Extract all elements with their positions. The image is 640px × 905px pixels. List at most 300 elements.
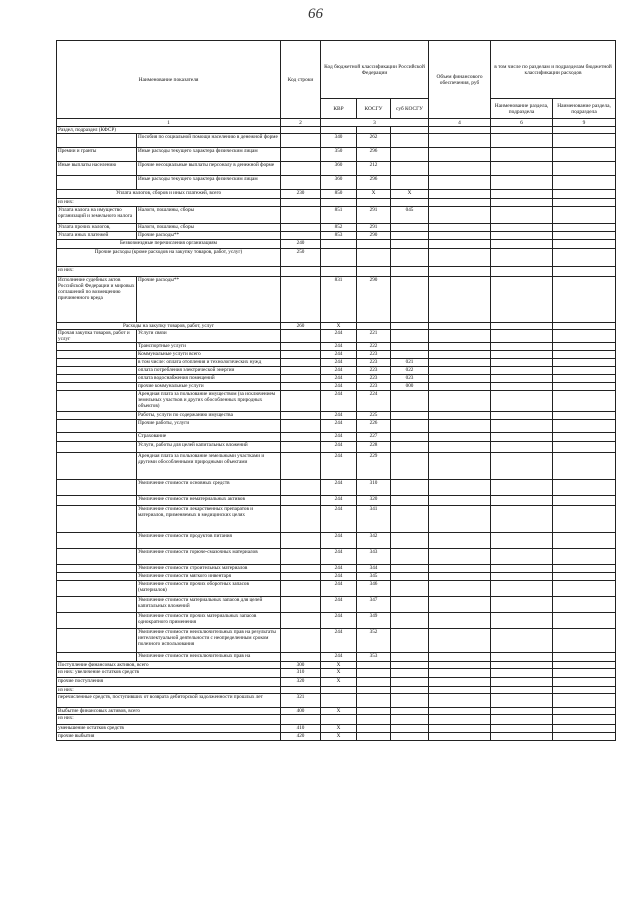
cell-empty — [429, 323, 491, 330]
cell-empty — [553, 420, 616, 433]
cell-code — [281, 613, 321, 629]
cell-kosgu: 342 — [357, 533, 391, 549]
cell-kosgu: 212 — [357, 162, 391, 176]
cell-code — [281, 453, 321, 480]
cell-empty — [429, 533, 491, 549]
cell-a: Уплата иных платежей — [57, 232, 137, 240]
cell-b: Работы, услуги по содержанию имущества — [137, 412, 281, 420]
cell-b: Услуги, работы для целей капитальных вложений — [137, 442, 281, 453]
cell-kosgu: 353 — [357, 653, 391, 662]
cell-empty — [429, 359, 491, 367]
cell-empty — [553, 480, 616, 496]
cell-empty — [491, 323, 553, 330]
cell-sub: 021 — [391, 359, 429, 367]
cell-sub — [391, 549, 429, 565]
cell-a — [57, 597, 137, 613]
cell-kosgu: 223 — [357, 351, 391, 359]
cell-b: оплата потребления электрической энергии — [137, 367, 281, 375]
cell-a — [57, 480, 137, 496]
cell-kvr: 244 — [321, 433, 357, 442]
cell-a: прочие выбытия — [57, 733, 281, 741]
cell-sub — [391, 725, 429, 733]
table-body — [57, 127, 616, 741]
cell-sub — [391, 442, 429, 453]
cell-code — [281, 412, 321, 420]
cell-sub — [391, 678, 429, 687]
cell-a: Исполнение судебных актов Российской Федерации и мировых соглашений по возмещению причиненного вреда — [57, 277, 137, 323]
col-num-6: 6 — [491, 119, 553, 127]
header-section-name: Наименование раздела, подраздела — [491, 99, 553, 119]
cell-b: Увеличение стоимости горюче-смазочных материалов — [137, 549, 281, 565]
cell-kvr: 244 — [321, 412, 357, 420]
cell-kosgu: 341 — [357, 506, 391, 533]
table-row — [57, 412, 616, 420]
cell-kvr: 244 — [321, 613, 357, 629]
cell-a: Поступление финансовых активов, всего — [57, 662, 281, 669]
cell-empty — [491, 662, 553, 669]
col-num-1: 1 — [57, 119, 281, 127]
cell-kvr — [321, 127, 357, 134]
cell-empty — [553, 323, 616, 330]
table-row — [57, 190, 616, 199]
cell-empty — [491, 442, 553, 453]
cell-kvr: 850 — [321, 190, 357, 199]
table-row — [57, 224, 616, 232]
cell-empty — [491, 207, 553, 224]
cell-kosgu: 296 — [357, 176, 391, 190]
cell-b: Увеличение стоимости неисключительных прав на результаты интеллектуальной деятельности с неопределенным сроком полезного использования — [137, 629, 281, 653]
cell-empty — [553, 533, 616, 549]
cell-code: 320 — [281, 678, 321, 687]
table-row — [57, 199, 616, 207]
cell-b: Иные расходы текущего характера физическим лицам — [137, 176, 281, 190]
cell-b: Увеличение стоимости основных средств — [137, 480, 281, 496]
cell-a — [57, 343, 137, 351]
cell-empty — [553, 176, 616, 190]
cell-empty — [553, 506, 616, 533]
cell-sub — [391, 733, 429, 741]
cell-code: 230 — [281, 190, 321, 199]
cell-kosgu — [357, 249, 391, 267]
cell-sub — [391, 613, 429, 629]
cell-kosgu: X — [357, 190, 391, 199]
table-row — [57, 662, 616, 669]
cell-empty — [429, 343, 491, 351]
col-num-9: 9 — [553, 119, 616, 127]
table-row — [57, 715, 616, 725]
table-row — [57, 343, 616, 351]
table-row — [57, 573, 616, 581]
cell-sub — [391, 533, 429, 549]
cell-a — [57, 351, 137, 359]
cell-empty — [491, 375, 553, 383]
header-line-code: Код строки — [281, 41, 321, 119]
cell-sub: 022 — [391, 367, 429, 375]
table-row — [57, 496, 616, 506]
cell-empty — [429, 496, 491, 506]
cell-empty — [429, 367, 491, 375]
cell-b: Увеличение стоимости материальных запасов для целей капитальных вложений — [137, 597, 281, 613]
cell-code — [281, 148, 321, 162]
cell-kosgu: 343 — [357, 549, 391, 565]
cell-empty — [491, 232, 553, 240]
cell-empty — [429, 581, 491, 597]
cell-b: Страхование — [137, 433, 281, 442]
cell-code — [281, 224, 321, 232]
cell-empty — [429, 162, 491, 176]
cell-sub — [391, 176, 429, 190]
cell-b: оплата водоснабжения помещений — [137, 375, 281, 383]
cell-a: из них: — [57, 267, 281, 277]
cell-code — [281, 367, 321, 375]
table-row — [57, 733, 616, 741]
cell-kosgu: 229 — [357, 453, 391, 480]
cell-kvr: 244 — [321, 359, 357, 367]
cell-code — [281, 343, 321, 351]
table-row — [57, 207, 616, 224]
cell-kvr: X — [321, 725, 357, 733]
cell-sub: 023 — [391, 375, 429, 383]
cell-empty — [429, 383, 491, 391]
cell-empty — [491, 383, 553, 391]
cell-empty — [429, 240, 491, 249]
cell-kvr: 350 — [321, 148, 357, 162]
cell-empty — [429, 249, 491, 267]
cell-empty — [553, 351, 616, 359]
header-volume: Объем финансового обеспечения, руб — [429, 41, 491, 119]
cell-a — [57, 359, 137, 367]
cell-code — [281, 533, 321, 549]
cell-kvr: 851 — [321, 207, 357, 224]
cell-code: 300 — [281, 662, 321, 669]
cell-kvr — [321, 240, 357, 249]
cell-kosgu — [357, 733, 391, 741]
table-row — [57, 725, 616, 733]
cell-kosgu — [357, 678, 391, 687]
cell-empty — [429, 708, 491, 715]
cell-kvr: X — [321, 678, 357, 687]
cell-kosgu — [357, 199, 391, 207]
table-row — [57, 597, 616, 613]
header-name: Наименование показателя — [57, 41, 281, 119]
cell-empty — [553, 708, 616, 715]
cell-b: Прочие расходы** — [137, 232, 281, 240]
cell-a — [57, 581, 137, 597]
cell-a: из них: — [57, 715, 281, 725]
cell-empty — [429, 412, 491, 420]
cell-a: Уплата прочих налогов, — [57, 224, 137, 232]
table-row — [57, 653, 616, 662]
cell-kvr: 244 — [321, 453, 357, 480]
cell-b: Прочие расходы** — [137, 277, 281, 323]
cell-b: Арендная плата за пользование земельными участками и другими обособленными природными объектами — [137, 453, 281, 480]
cell-b: Услуги связи — [137, 330, 281, 343]
cell-sub — [391, 240, 429, 249]
cell-empty — [491, 249, 553, 267]
cell-empty — [429, 224, 491, 232]
cell-empty — [491, 367, 553, 375]
cell-empty — [429, 506, 491, 533]
cell-kvr: 244 — [321, 391, 357, 412]
cell-empty — [553, 581, 616, 597]
cell-code — [281, 715, 321, 725]
cell-code: 310 — [281, 669, 321, 678]
cell-kvr: 244 — [321, 343, 357, 351]
cell-empty — [491, 480, 553, 496]
cell-code — [281, 480, 321, 496]
cell-code — [281, 496, 321, 506]
cell-empty — [429, 715, 491, 725]
cell-code — [281, 127, 321, 134]
cell-a: уменьшение остатков средств — [57, 725, 281, 733]
cell-kvr: 852 — [321, 224, 357, 232]
cell-kosgu: 344 — [357, 565, 391, 573]
cell-b: Прочие несоциальные выплаты персоналу в денежной форме — [137, 162, 281, 176]
cell-empty — [429, 277, 491, 323]
cell-kvr: 360 — [321, 162, 357, 176]
header-budget-code: Код бюджетной классификации Российской Федерации — [321, 41, 429, 99]
cell-kvr — [321, 199, 357, 207]
cell-kvr: 244 — [321, 581, 357, 597]
cell-a — [57, 383, 137, 391]
cell-code — [281, 629, 321, 653]
cell-empty — [491, 597, 553, 613]
cell-empty — [491, 343, 553, 351]
cell-empty — [491, 565, 553, 573]
cell-empty — [429, 733, 491, 741]
cell-empty — [429, 687, 491, 694]
cell-empty — [429, 597, 491, 613]
cell-empty — [491, 613, 553, 629]
cell-b: Увеличение стоимости неисключительных прав на — [137, 653, 281, 662]
table-row — [57, 267, 616, 277]
col-num-3: 3 — [321, 119, 429, 127]
cell-empty — [491, 134, 553, 148]
cell-kvr — [321, 694, 357, 708]
cell-empty — [491, 687, 553, 694]
cell-kvr: 244 — [321, 420, 357, 433]
cell-empty — [491, 733, 553, 741]
cell-kosgu — [357, 694, 391, 708]
cell-a: Уплата налогов, сборов и иных платежей, всего — [57, 190, 281, 199]
cell-a — [57, 496, 137, 506]
cell-empty — [553, 597, 616, 613]
table-row — [57, 240, 616, 249]
cell-kvr — [321, 687, 357, 694]
cell-b: Транспортные услуги — [137, 343, 281, 351]
cell-empty — [553, 694, 616, 708]
cell-sub — [391, 277, 429, 323]
cell-empty — [491, 496, 553, 506]
cell-empty — [553, 267, 616, 277]
cell-empty — [429, 669, 491, 678]
cell-sub — [391, 420, 429, 433]
cell-b: Прочие работы, услуги — [137, 420, 281, 433]
table-row — [57, 506, 616, 533]
cell-a: перечисленные средств, поступивших от возврата дебиторской задолженности прошлых лет — [57, 694, 281, 708]
cell-empty — [491, 433, 553, 442]
cell-a — [57, 176, 137, 190]
cell-b: Налоги, пошлины, сборы — [137, 207, 281, 224]
cell-a: Безвозмездные перечисления организациям — [57, 240, 281, 249]
cell-kvr — [321, 249, 357, 267]
cell-empty — [429, 629, 491, 653]
cell-kosgu: 291 — [357, 207, 391, 224]
cell-empty — [553, 442, 616, 453]
cell-kosgu — [357, 662, 391, 669]
cell-sub — [391, 330, 429, 343]
cell-empty — [429, 391, 491, 412]
cell-empty — [491, 573, 553, 581]
cell-a — [57, 420, 137, 433]
cell-kvr: 244 — [321, 533, 357, 549]
cell-sub — [391, 662, 429, 669]
cell-kvr: 244 — [321, 383, 357, 391]
cell-sub — [391, 199, 429, 207]
cell-empty — [553, 330, 616, 343]
cell-empty — [429, 442, 491, 453]
cell-kvr: 244 — [321, 367, 357, 375]
cell-a: Иные выплаты населению — [57, 162, 137, 176]
cell-kvr: 244 — [321, 351, 357, 359]
cell-empty — [429, 351, 491, 359]
cell-empty — [553, 359, 616, 367]
cell-empty — [553, 240, 616, 249]
cell-kvr — [321, 267, 357, 277]
table-row — [57, 323, 616, 330]
table-row — [57, 565, 616, 573]
cell-empty — [429, 565, 491, 573]
cell-b: Коммунальные услуги всего — [137, 351, 281, 359]
cell-code — [281, 506, 321, 533]
header-kvr: КВР — [321, 99, 357, 119]
budget-form-table — [56, 40, 616, 741]
cell-empty — [429, 453, 491, 480]
cell-code — [281, 330, 321, 343]
cell-empty — [553, 190, 616, 199]
table-row — [57, 134, 616, 148]
cell-b: Увеличение стоимости нематериальных активов — [137, 496, 281, 506]
cell-code — [281, 581, 321, 597]
cell-kosgu: 352 — [357, 629, 391, 653]
cell-b: Увеличение стоимости прочих материальных запасов однократного применения — [137, 613, 281, 629]
cell-empty — [491, 199, 553, 207]
cell-empty — [491, 224, 553, 232]
cell-kvr: X — [321, 662, 357, 669]
cell-empty — [491, 240, 553, 249]
table-row — [57, 330, 616, 343]
cell-sub — [391, 480, 429, 496]
cell-a: Уплата налога на имущество организаций и земельного налога — [57, 207, 137, 224]
cell-sub — [391, 323, 429, 330]
cell-empty — [491, 391, 553, 412]
cell-sub — [391, 565, 429, 573]
cell-code — [281, 351, 321, 359]
cell-empty — [553, 725, 616, 733]
table-row — [57, 613, 616, 629]
cell-empty — [553, 733, 616, 741]
cell-empty — [553, 232, 616, 240]
cell-sub — [391, 694, 429, 708]
cell-kvr: 244 — [321, 375, 357, 383]
cell-kosgu — [357, 240, 391, 249]
cell-sub — [391, 506, 429, 533]
table-row — [57, 420, 616, 433]
cell-kosgu: 320 — [357, 496, 391, 506]
cell-code — [281, 134, 321, 148]
cell-code — [281, 277, 321, 323]
cell-empty — [553, 134, 616, 148]
table-row — [57, 391, 616, 412]
cell-empty — [491, 715, 553, 725]
cell-kosgu: 310 — [357, 480, 391, 496]
cell-kvr: X — [321, 733, 357, 741]
cell-empty — [491, 359, 553, 367]
cell-empty — [553, 412, 616, 420]
cell-empty — [491, 127, 553, 134]
cell-kosgu: 349 — [357, 613, 391, 629]
cell-a: из них: увеличение остатков средств — [57, 669, 281, 678]
cell-b: Увеличение стоимости продуктов питания — [137, 533, 281, 549]
cell-sub — [391, 708, 429, 715]
cell-empty — [553, 653, 616, 662]
table-row — [57, 629, 616, 653]
cell-empty — [429, 573, 491, 581]
cell-code — [281, 207, 321, 224]
cell-kvr: X — [321, 708, 357, 715]
cell-a — [57, 549, 137, 565]
cell-empty — [491, 453, 553, 480]
cell-kosgu — [357, 127, 391, 134]
cell-empty — [429, 207, 491, 224]
cell-empty — [553, 127, 616, 134]
header-section-name-2: Наименование раздела, подраздела — [553, 99, 616, 119]
cell-empty — [429, 549, 491, 565]
cell-a — [57, 412, 137, 420]
cell-sub — [391, 249, 429, 267]
cell-b: Иные расходы текущего характера физическим лицам — [137, 148, 281, 162]
cell-kosgu — [357, 715, 391, 725]
cell-empty — [491, 669, 553, 678]
header-sub-kosgu: суб КОСГУ — [391, 99, 429, 119]
table-row — [57, 367, 616, 375]
cell-code — [281, 359, 321, 367]
cell-a: из них: — [57, 199, 281, 207]
cell-empty — [553, 669, 616, 678]
cell-empty — [429, 176, 491, 190]
cell-a: Расходы на закупку товаров, работ, услуг — [57, 323, 281, 330]
cell-kosgu: 346 — [357, 581, 391, 597]
cell-code — [281, 391, 321, 412]
cell-code: 240 — [281, 240, 321, 249]
cell-empty — [429, 148, 491, 162]
cell-empty — [491, 190, 553, 199]
cell-b: Увеличение стоимости прочих оборотных запасов (материалов) — [137, 581, 281, 597]
cell-a — [57, 613, 137, 629]
cell-empty — [491, 581, 553, 597]
cell-code: 250 — [281, 249, 321, 267]
cell-a: Выбытие финансовых активов, всего — [57, 708, 281, 715]
cell-a — [57, 433, 137, 442]
table-row — [57, 359, 616, 367]
cell-empty — [553, 678, 616, 687]
header-kosgu: КОСГУ — [357, 99, 391, 119]
cell-empty — [491, 694, 553, 708]
cell-code — [281, 653, 321, 662]
cell-a — [57, 134, 137, 148]
cell-sub — [391, 162, 429, 176]
cell-code — [281, 176, 321, 190]
